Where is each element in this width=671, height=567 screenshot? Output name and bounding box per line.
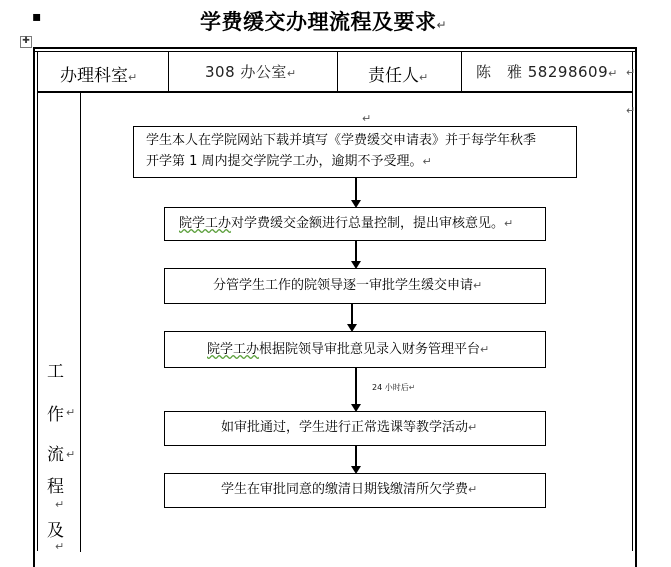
paragraph-mark-icon: ↵ (55, 540, 65, 553)
header-col-divider-1 (168, 51, 169, 92)
side-label-char-1: 工 (47, 362, 64, 382)
header-col-divider-3 (461, 51, 462, 92)
paragraph-mark-icon: ↵ (468, 421, 478, 434)
office-value-text: 308 办公室 (205, 63, 287, 81)
office-value (205, 61, 297, 82)
flow-step-1-line2-text: 开学第 1 周内提交学院学工办，逾期不予受理。 (146, 154, 423, 169)
paragraph-mark-icon: ↵ (66, 406, 76, 419)
office-label-text: 办理科室 (60, 66, 128, 86)
flow-arrow-2 (355, 241, 357, 263)
paragraph-mark-icon: ↵ (55, 498, 65, 511)
paragraph-mark-icon: ↵ (468, 483, 478, 496)
flow-step-1 (133, 126, 577, 178)
side-label-char-5: 及 (47, 521, 64, 541)
flow-step-2-prefix: 院学工办 (179, 216, 232, 231)
side-label-char-2: 作 (47, 405, 64, 425)
flow-step-2-rest: 对学费缓交金额进行总量控制，提出审核意见。 (231, 216, 505, 231)
flow-step-3 (164, 268, 546, 304)
delay-note (372, 382, 415, 393)
person-value-text: 陈 雅 58298609 (476, 63, 609, 81)
body-col-divider (80, 92, 81, 552)
person-value (476, 61, 618, 82)
office-label (60, 61, 137, 86)
table-move-handle-icon[interactable]: ✚ (20, 36, 32, 48)
bullet-marker: ▪ (32, 9, 42, 25)
flow-arrow-1 (355, 178, 357, 202)
flow-step-6 (164, 473, 546, 508)
paragraph-mark-icon: ↵ (128, 71, 138, 84)
paragraph-mark-icon: ↵ (626, 104, 636, 117)
paragraph-mark-icon: ↵ (504, 217, 514, 230)
page-title (200, 6, 500, 36)
paragraph-mark-icon: ↵ (408, 383, 416, 392)
flow-step-1-line2 (146, 152, 432, 172)
person-label-text: 责任人 (368, 66, 419, 86)
table-top-inner-line (33, 51, 637, 52)
flow-step-5 (164, 411, 546, 446)
side-label-char-3: 流 (47, 445, 64, 465)
paragraph-mark-icon: ↵ (626, 66, 636, 79)
table-left-inner-line (37, 51, 38, 551)
header-col-divider-2 (337, 51, 338, 92)
page-title-text: 学费缓交办理流程及要求 (200, 10, 437, 34)
person-label (368, 61, 428, 86)
flow-step-3-text (213, 276, 482, 296)
flow-step-4-prefix: 院学工办 (207, 342, 260, 357)
flow-step-2-text (179, 214, 513, 234)
paragraph-mark-icon: ↵ (419, 71, 429, 84)
flow-step-6-text (221, 480, 477, 500)
flow-step-4-text (207, 340, 489, 360)
side-label-char-4: 程 (47, 477, 64, 497)
flow-step-2 (164, 207, 546, 241)
paragraph-mark-icon: ↵ (66, 448, 76, 461)
delay-note-text: 24 小时后 (372, 383, 409, 392)
flow-arrow-5 (355, 446, 357, 468)
header-row-divider (37, 91, 633, 93)
paragraph-mark-icon: ↵ (608, 67, 618, 80)
flow-step-3-label: 分管学生工作的院领导逐一审批学生缓交申请 (213, 278, 474, 293)
flow-step-5-text (221, 418, 477, 438)
flow-step-1-line1: 学生本人在学院网站下载并填写《学费缓交申请表》并于每学年秋季 (146, 133, 537, 148)
paragraph-mark-icon: ↵ (473, 279, 483, 292)
flow-step-4-rest: 根据院领导审批意见录入财务管理平台 (259, 342, 481, 357)
paragraph-mark-icon: ↵ (436, 18, 448, 32)
flow-step-5-label: 如审批通过，学生进行正常选课等教学活动 (221, 420, 469, 435)
table-right-inner-line (632, 51, 633, 551)
flow-arrow-3 (351, 304, 353, 326)
paragraph-mark-icon: ↵ (362, 112, 372, 125)
flow-arrow-4 (355, 368, 357, 406)
paragraph-mark-icon: ↵ (422, 155, 432, 168)
paragraph-mark-icon: ↵ (480, 343, 490, 356)
flow-step-6-label: 学生在审批同意的缴清日期钱缴清所欠学费 (221, 482, 469, 497)
paragraph-mark-icon: ↵ (286, 67, 297, 80)
flow-step-4 (164, 331, 546, 368)
